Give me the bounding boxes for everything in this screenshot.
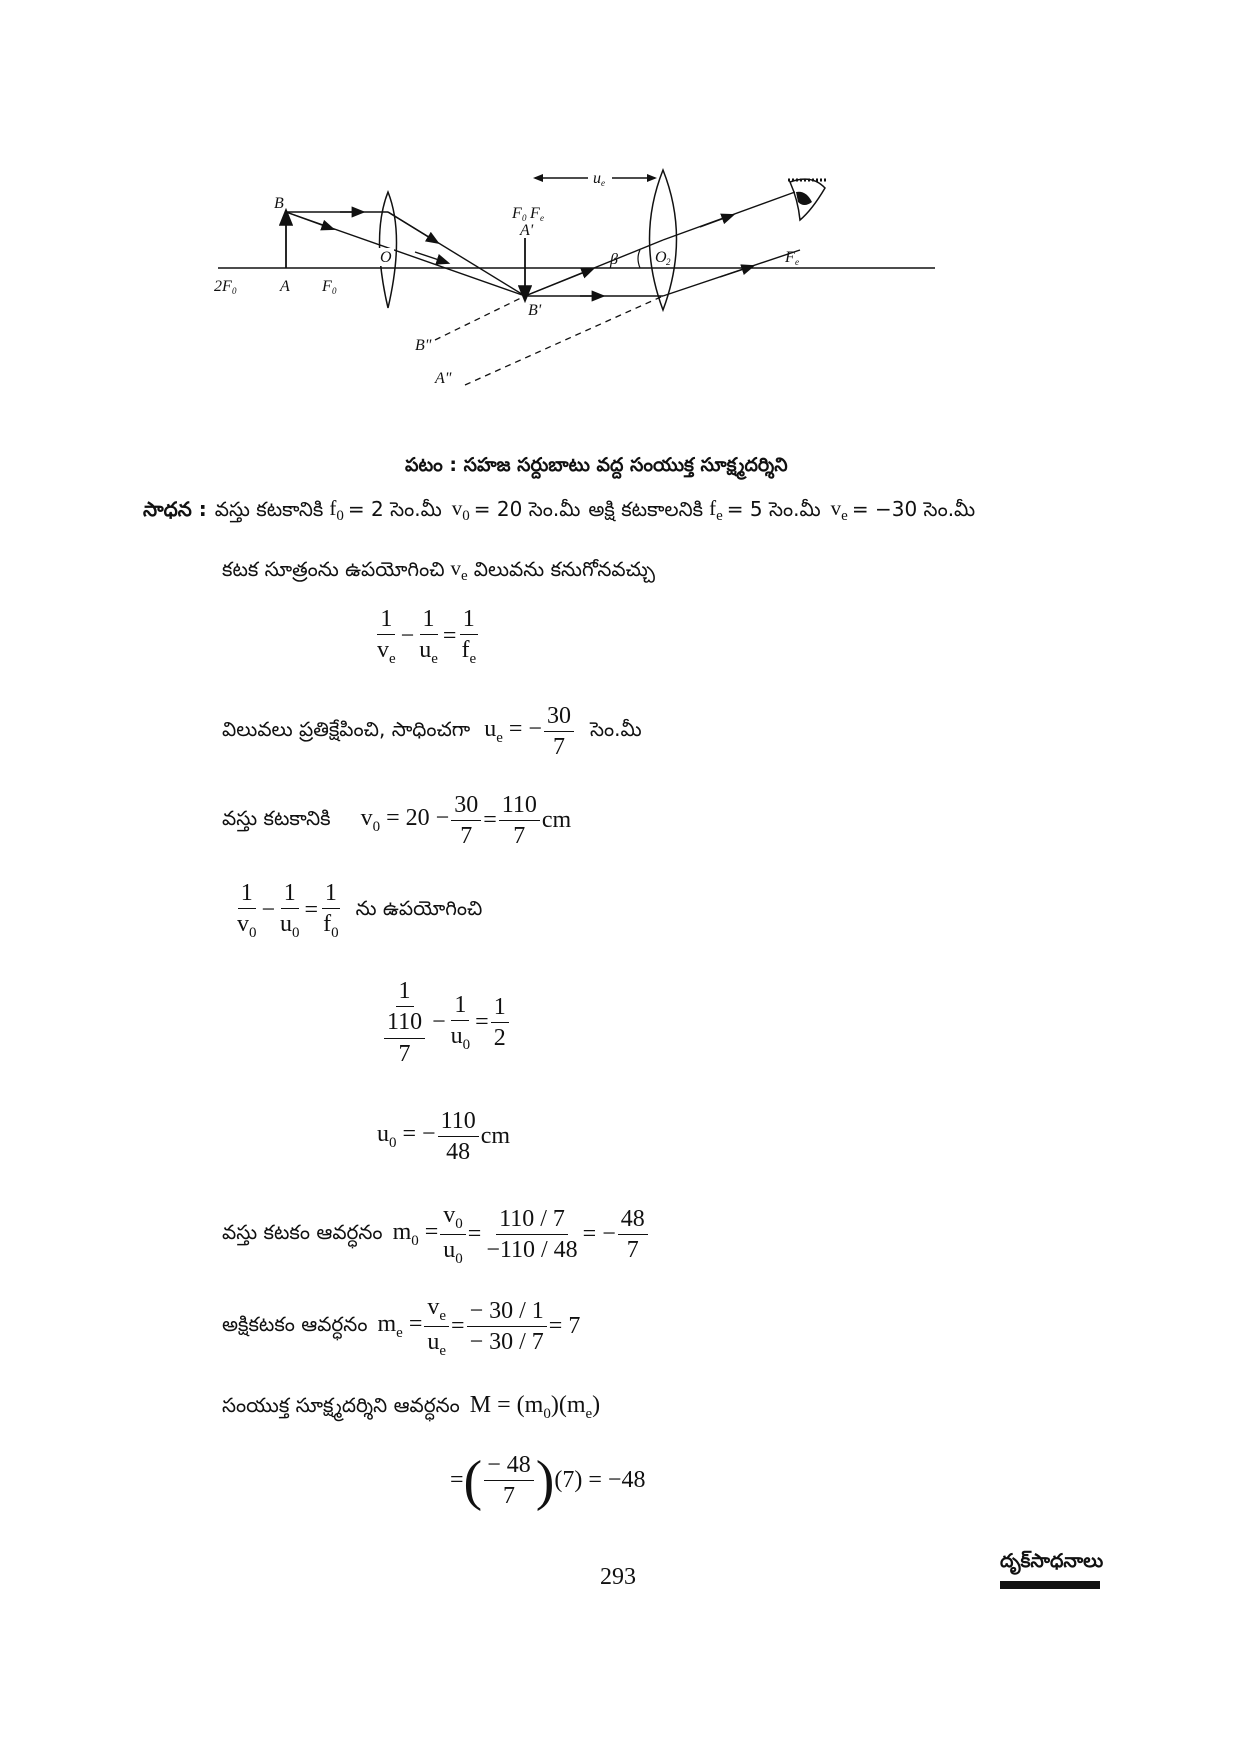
svg-text:A": A" [435, 370, 452, 387]
substituted-equation: $\frac{1}{\frac{110}{7}}$ − $\frac{1}{u_0}$ = $\frac{1}{2}$ [377, 978, 511, 1067]
svg-text:0: 0 [232, 286, 237, 296]
virtual-ray-1 [435, 296, 525, 340]
page-number: 293 [600, 1564, 636, 1590]
solution-line-2: కటక సూత్రంను ఉపయోగించి $v_e$ విలువను కనుగోనవచ్చు [222, 556, 656, 585]
chapter-bar [1000, 1581, 1100, 1589]
svg-text:2F: 2F [214, 278, 232, 295]
svg-text:F: F [530, 205, 540, 222]
svg-text:β: β [610, 251, 618, 268]
chapter-tag: దృక్‌సాధనాలు [1000, 1550, 1100, 1589]
ue-result-line: విలువలు ప్రతిక్షేపించి, సాధించగా $u_e$ = − $\frac{30}{7}$ సెం.మీ [222, 703, 642, 761]
svg-text:e: e [540, 213, 544, 223]
svg-text:B: B [274, 195, 284, 212]
svg-text:e: e [795, 257, 799, 267]
svg-text:F: F [322, 278, 332, 295]
compound-microscope-diagram [200, 170, 960, 440]
u0-result: $u_0$ = − $\frac{110}{48}$ cm [377, 1108, 511, 1166]
svg-text:2: 2 [666, 257, 671, 267]
svg-text:u: u [593, 170, 601, 187]
figure-caption: పటం : సహజ సర్దుబాటు వద్ద సంయుక్త సూక్ష్మదర్శిని [405, 454, 788, 476]
eye-icon [788, 179, 828, 220]
svg-text:F: F [785, 249, 795, 266]
svg-text:A': A' [520, 222, 534, 239]
svg-text:0: 0 [522, 213, 527, 223]
solution-line-1: సాధన : వస్తు కటకానికి $f_0$ = 2 సెం.మీ $v_0$ = 20 సెం.మీ అక్షి కటకాలనికి $f_e$ = 5 సెం.మీ $v_e$ = −30 సెం.మీ [143, 496, 976, 525]
svg-text:A: A [280, 278, 290, 295]
solution-label: సాధన : [143, 496, 207, 521]
svg-text:0: 0 [332, 286, 337, 296]
lens-equation-objective: $\frac{1}{v_0}$ − $\frac{1}{u_0}$ = $\frac{1}{f_0}$ ను ఉపయోగించి [237, 880, 483, 942]
svg-text:O: O [380, 249, 392, 266]
svg-text:O: O [655, 249, 667, 266]
final-result: = ( $\frac{- 48}{7}$ ) (7) = −48 [450, 1449, 646, 1512]
svg-text:B": B" [415, 337, 432, 354]
svg-text:F: F [512, 205, 522, 222]
virtual-ray-2 [465, 296, 663, 385]
svg-text:e: e [601, 178, 605, 188]
total-magnification-line: సంయుక్త సూక్ష్మదర్శిని ఆవర్ధనం $M = (m_0)(m_e)$ [222, 1392, 601, 1422]
m0-line: వస్తు కటకం ఆవర్ధనం $m_0$ = $\frac{v_0}{u_0}$ = $\frac{110 / 7}{-110 / 48}$ = − $\frac{48}{7}$ [222, 1202, 650, 1268]
lens-equation-eyepiece: $\frac{1}{v_e}$ − $\frac{1}{u_e}$ = $\frac{1}{f_e}$ [377, 606, 477, 668]
svg-text:B': B' [528, 302, 542, 319]
me-line: అక్షికటకం ఆవర్ధనం $m_e$ = $\frac{v_e}{u_e}$ = $\frac{- 30 / 1}{- 30 / 7}$ = 7 [222, 1294, 581, 1360]
v0-result-line: వస్తు కటకానికి $v_0 = 20$ − $\frac{30}{7}$ = $\frac{110}{7}$ cm [222, 792, 572, 850]
